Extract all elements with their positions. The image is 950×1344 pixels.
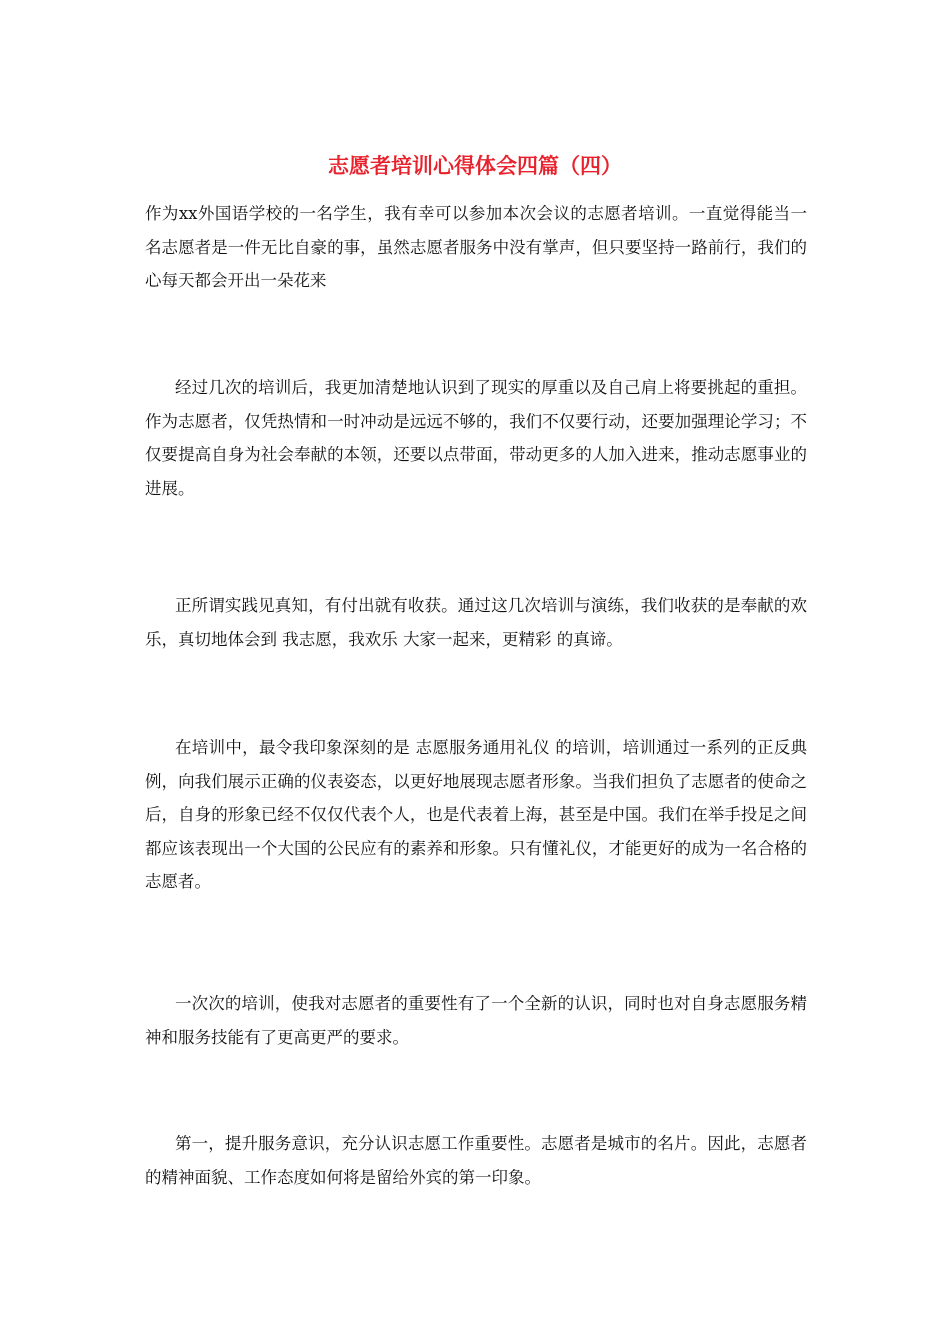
paragraph-4: 在培训中，最令我印象深刻的是 志愿服务通用礼仪 的培训，培训通过一系列的正反典例，向我们展示正确的仪表姿态，以更好地展现志愿者形象。当我们担负了志愿者的使命之后，自身的形象已经不仅仅代表个人，也是代表着上海，甚至是中国。我们在举手投足之间都应该表现出一个大国的公民应有的素养和形象。只有懂礼仪，才能更好的成为一名合格的志愿者。 bbox=[145, 738, 807, 892]
paragraph-2: 经过几次的培训后，我更加清楚地认识到了现实的厚重以及自己肩上将要挑起的重担。作为志愿者，仅凭热情和一时冲动是远远不够的，我们不仅要行动，还要加强理论学习；不仅要提高自身为社会奉献的本领，还要以点带面，带动更多的人加入进来，推动志愿事业的进展。 bbox=[145, 378, 807, 498]
page-title: 志愿者培训心得体会四篇（四） bbox=[328, 153, 622, 178]
paragraph-1: 作为xx外国语学校的一名学生，我有幸可以参加本次会议的志愿者培训。一直觉得能当一名志愿者是一件无比自豪的事，虽然志愿者服务中没有掌声，但只要坚持一路前行，我们的心每天都会开出一朵花来 bbox=[145, 204, 807, 291]
paragraph-5: 一次次的培训，使我对志愿者的重要性有了一个全新的认识，同时也对自身志愿服务精神和服务技能有了更高更严的要求。 bbox=[145, 994, 807, 1047]
paragraph-3: 正所谓实践见真知，有付出就有收获。通过这几次培训与演练，我们收获的是奉献的欢乐，真切地体会到 我志愿，我欢乐 大家一起来，更精彩 的真谛。 bbox=[145, 596, 807, 649]
paragraph-6: 第一，提升服务意识，充分认识志愿工作重要性。志愿者是城市的名片。因此，志愿者的精神面貌、工作态度如何将是留给外宾的第一印象。 bbox=[145, 1134, 807, 1187]
